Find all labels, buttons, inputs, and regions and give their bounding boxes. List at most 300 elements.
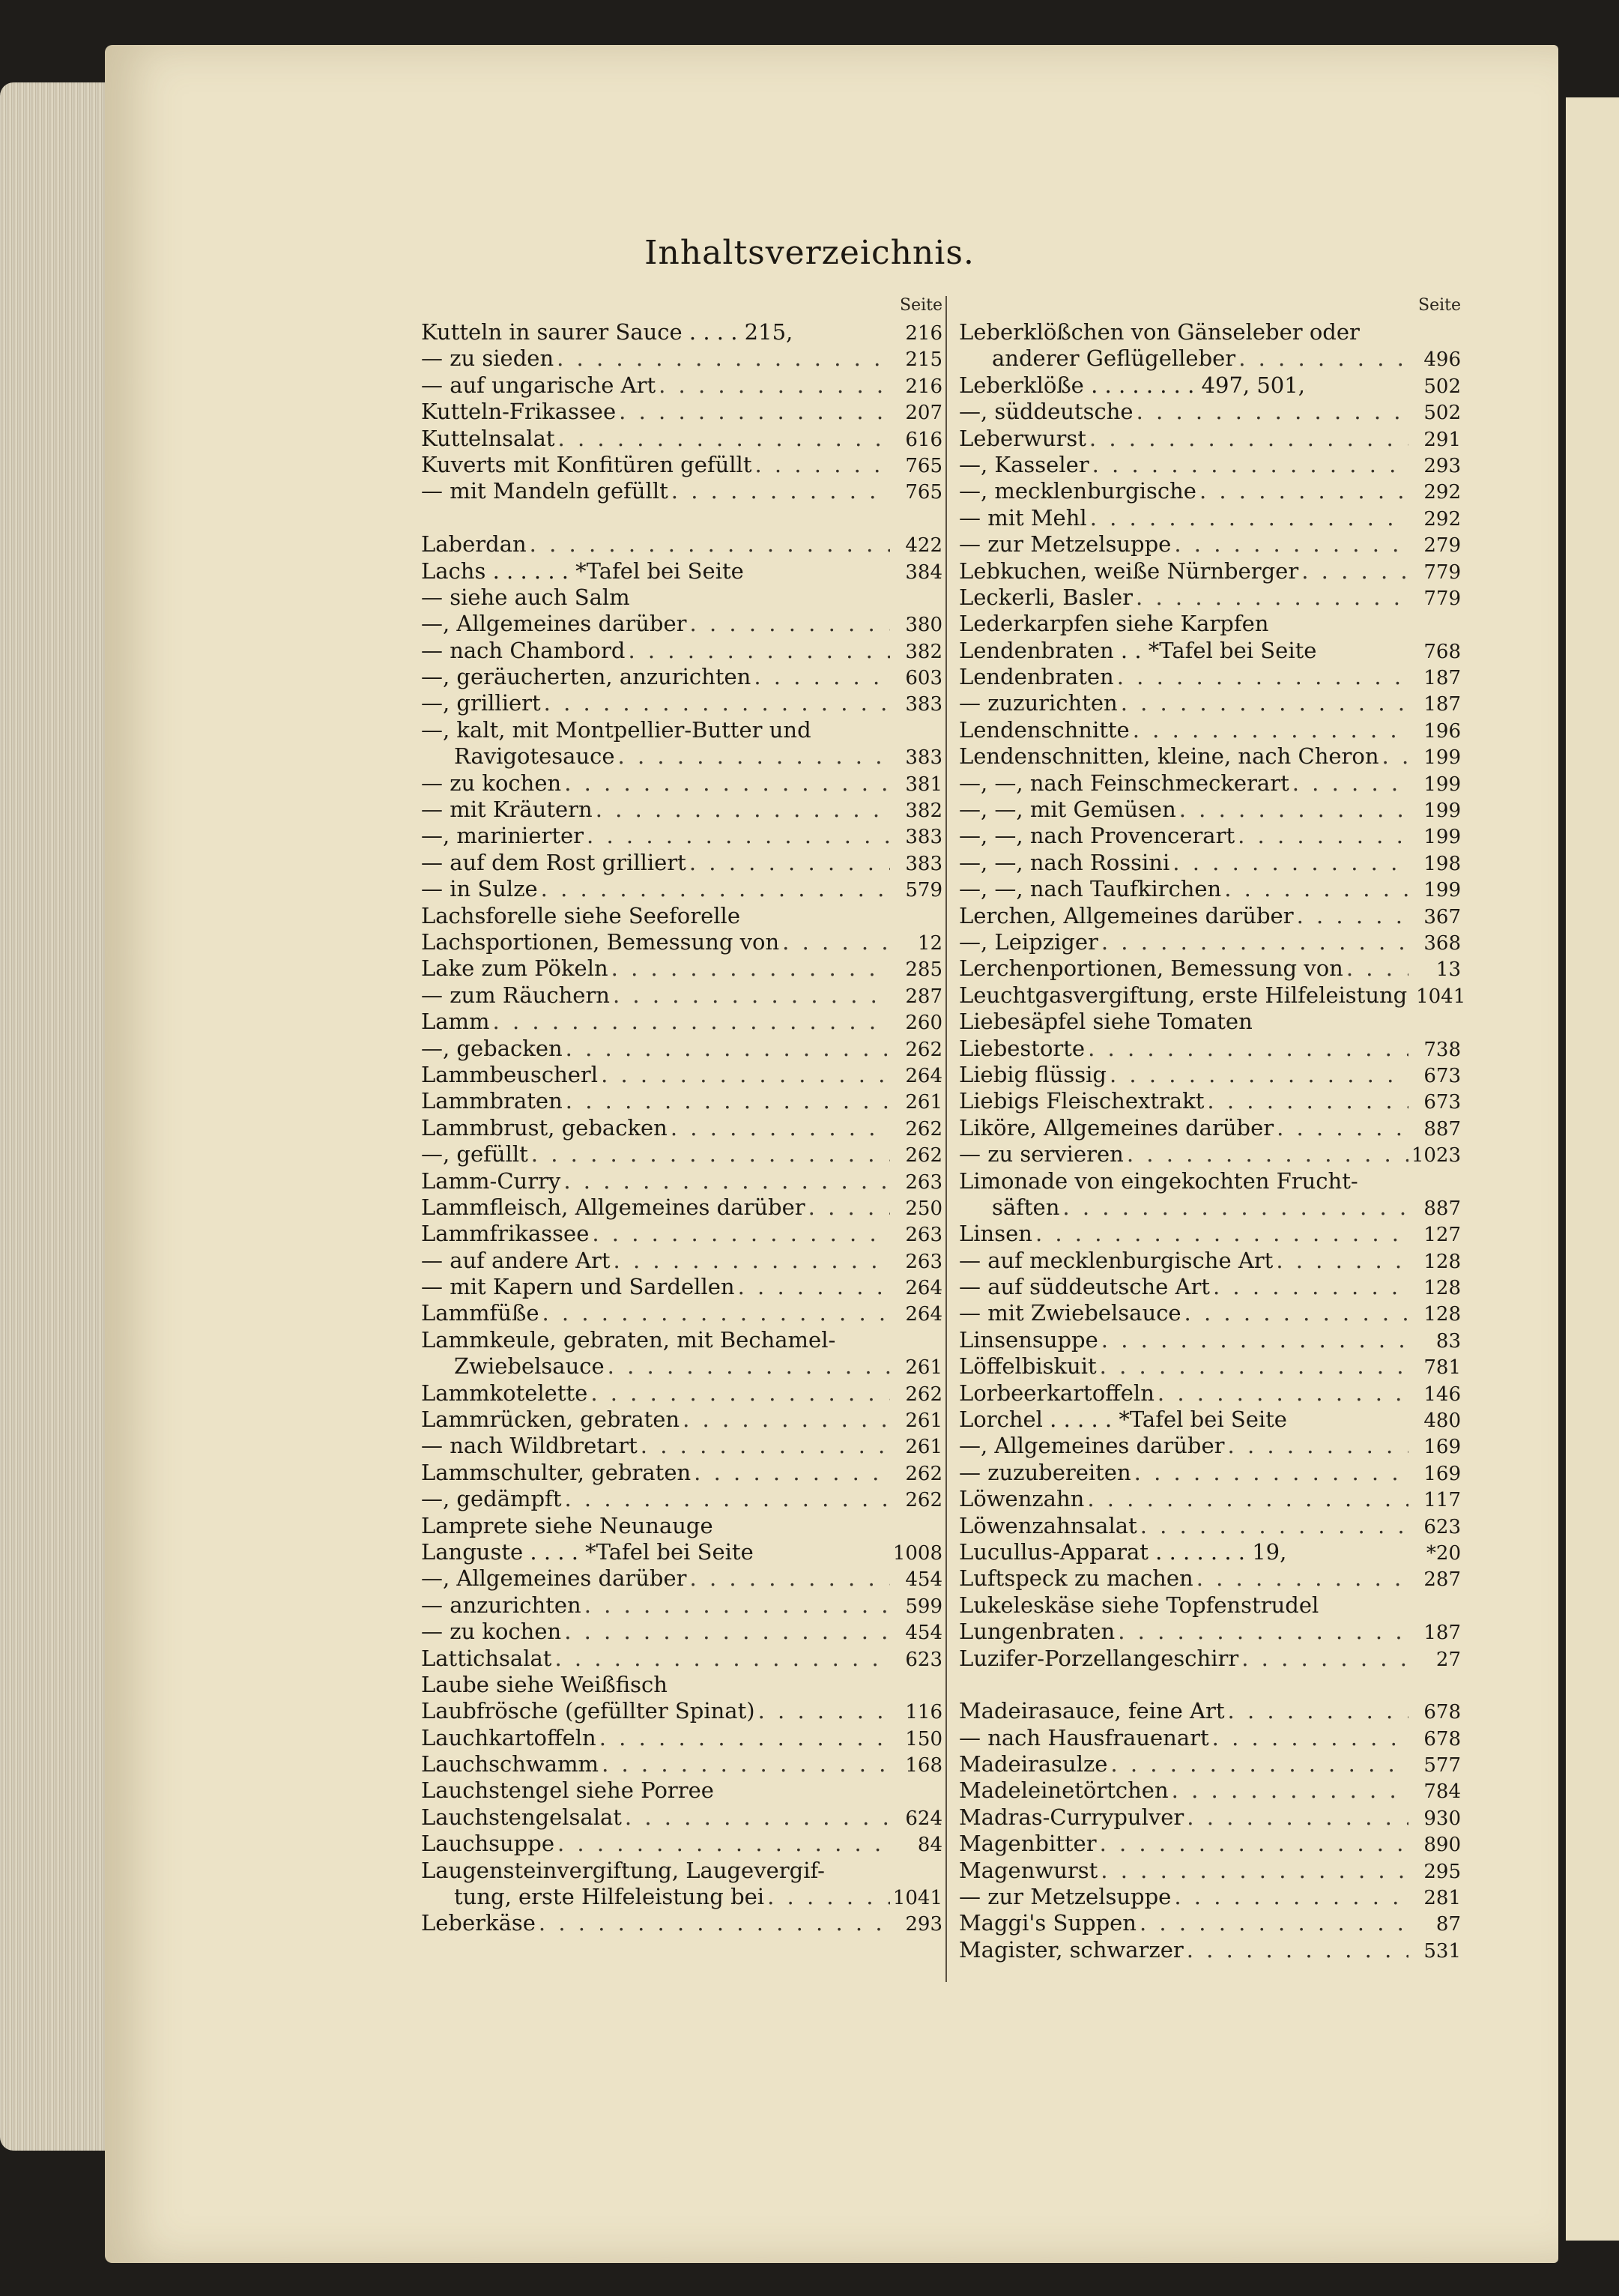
index-entry bbox=[421, 345, 942, 372]
entry-page-number: 781 bbox=[1423, 1356, 1461, 1380]
index-entry bbox=[959, 345, 1461, 372]
entry-page-number: *20 bbox=[1426, 1541, 1461, 1565]
index-entry bbox=[959, 1460, 1461, 1486]
index-entry bbox=[421, 1672, 942, 1698]
dot-leader bbox=[1298, 558, 1408, 584]
entry-text: —, —, nach Taufkirchen bbox=[959, 876, 1222, 902]
index-entry bbox=[959, 743, 1461, 770]
index-entry bbox=[959, 664, 1461, 690]
entry-page-number: 383 bbox=[905, 693, 942, 716]
entry-page-number: 673 bbox=[1423, 1064, 1461, 1087]
entry-page-number: 87 bbox=[1435, 1913, 1461, 1936]
index-entry bbox=[421, 531, 942, 558]
entry-page-number: 262 bbox=[905, 1144, 942, 1167]
entry-page-number: 250 bbox=[905, 1197, 942, 1220]
entry-page-number: 261 bbox=[905, 1410, 942, 1433]
entry-text: —, geräucherten, anzurichten bbox=[421, 664, 751, 690]
entry-text: Limonade von eingekochten Frucht- bbox=[959, 1167, 1358, 1194]
dot-leader bbox=[668, 478, 890, 504]
dot-leader bbox=[805, 1194, 890, 1221]
entry-text: —, gedämpft bbox=[421, 1486, 562, 1512]
entry-page-number: 384 bbox=[905, 561, 942, 584]
dot-leader bbox=[1176, 797, 1408, 823]
dot-leader bbox=[539, 1300, 891, 1326]
dot-leader bbox=[1098, 1327, 1408, 1353]
entry-page-number: 599 bbox=[905, 1595, 942, 1618]
dot-leader bbox=[1181, 1300, 1408, 1326]
entry-page-number: 12 bbox=[917, 931, 942, 955]
entry-page-number: 216 bbox=[905, 322, 942, 345]
index-entry bbox=[959, 903, 1461, 929]
entry-text: Lammbrust, gebacken bbox=[421, 1114, 668, 1141]
entry-text: Lammbeuscherl bbox=[421, 1061, 599, 1087]
entry-text: — auf dem Rost grilliert bbox=[421, 849, 686, 875]
entry-text: Maggi's Suppen bbox=[959, 1910, 1137, 1936]
dot-leader bbox=[490, 1009, 890, 1035]
index-entry bbox=[959, 1194, 1461, 1221]
entry-page-number: 295 bbox=[1423, 1860, 1461, 1883]
entry-text: —, kalt, mit Montpellier-Butter und bbox=[421, 716, 811, 743]
entry-text: — zu servieren bbox=[959, 1141, 1124, 1167]
index-entry bbox=[959, 1115, 1461, 1141]
entry-text: tung, erste Hilfeleistung bei bbox=[454, 1884, 765, 1910]
entry-page-number: 199 bbox=[1423, 746, 1461, 770]
index-entry bbox=[959, 1565, 1461, 1592]
index-entry bbox=[959, 955, 1461, 982]
entry-text: Lammkotelette bbox=[421, 1380, 588, 1406]
entry-text: Ravigotesauce bbox=[454, 743, 615, 770]
entry-page-number: 196 bbox=[1423, 719, 1461, 743]
entry-page-number: 199 bbox=[1423, 800, 1461, 823]
index-entry bbox=[421, 1221, 942, 1247]
dot-leader bbox=[1059, 1194, 1408, 1221]
entry-text: Lendenbraten bbox=[959, 664, 1114, 690]
dot-leader bbox=[755, 1698, 890, 1724]
dot-leader bbox=[1221, 876, 1408, 902]
dot-leader bbox=[1130, 717, 1408, 743]
dot-leader bbox=[587, 1380, 890, 1407]
entry-page-number: 261 bbox=[905, 1091, 942, 1114]
index-entry bbox=[421, 452, 942, 478]
entry-text: Madeirasulze bbox=[959, 1751, 1108, 1777]
index-entry bbox=[959, 1407, 1461, 1433]
dot-leader bbox=[528, 1141, 890, 1167]
entry-page-number: 187 bbox=[1423, 693, 1461, 716]
index-column-right bbox=[959, 292, 1466, 1963]
entry-page-number: 367 bbox=[1423, 905, 1461, 928]
entry-text: — mit Zwiebelsauce bbox=[959, 1300, 1181, 1326]
index-entry bbox=[421, 558, 942, 584]
entry-text: Madras-Currypulver bbox=[959, 1804, 1184, 1830]
dot-leader bbox=[599, 1751, 890, 1777]
entry-text: Liköre, Allgemeines darüber bbox=[959, 1114, 1274, 1141]
entry-text: Zwiebelsauce bbox=[454, 1353, 605, 1380]
dot-leader bbox=[1225, 1433, 1408, 1459]
entry-text: Lammbraten bbox=[421, 1088, 563, 1114]
index-entry bbox=[421, 1115, 942, 1141]
dot-leader bbox=[751, 664, 890, 690]
entry-page-number: 128 bbox=[1423, 1303, 1461, 1326]
entry-text: Lammrücken, gebraten bbox=[421, 1407, 680, 1433]
entry-text: — mit Mehl bbox=[959, 504, 1087, 531]
index-entry bbox=[421, 1858, 942, 1884]
entry-text: Lammfleisch, Allgemeines darüber bbox=[421, 1194, 805, 1220]
entry-text: Laubfrösche (gefüllter Spinat) bbox=[421, 1698, 755, 1724]
dot-leader bbox=[1086, 426, 1408, 452]
entry-text: —, —, mit Gemüsen bbox=[959, 797, 1176, 823]
dot-leader bbox=[1184, 1804, 1408, 1831]
page-title: Inhaltsverzeichnis. bbox=[644, 234, 975, 272]
entry-page-number: 187 bbox=[1423, 667, 1461, 690]
index-entry bbox=[959, 1009, 1461, 1035]
entry-text: — nach Wildbretart bbox=[421, 1433, 638, 1459]
entry-page-number: 422 bbox=[905, 534, 942, 558]
index-entry bbox=[421, 372, 942, 399]
index-entry bbox=[421, 1460, 942, 1486]
entry-text: Lorbeerkartoffeln bbox=[959, 1380, 1155, 1406]
entry-text: —, mecklenburgische bbox=[959, 478, 1196, 504]
dot-leader bbox=[1118, 690, 1408, 716]
index-entry bbox=[959, 1353, 1461, 1380]
entry-text: Lauchschwamm bbox=[421, 1751, 599, 1777]
entry-page-number: 502 bbox=[1423, 402, 1461, 425]
entry-page-number: 216 bbox=[905, 375, 942, 398]
entry-page-number: 1008 bbox=[892, 1541, 942, 1565]
entry-gap bbox=[959, 1672, 1461, 1698]
index-entry bbox=[421, 850, 942, 876]
entry-text: Kuttelnsalat bbox=[421, 425, 555, 451]
index-entry bbox=[421, 1036, 942, 1062]
dot-leader bbox=[551, 1646, 890, 1672]
index-entry bbox=[959, 638, 1461, 664]
dot-leader bbox=[656, 372, 890, 399]
index-entry bbox=[959, 1327, 1461, 1353]
dot-leader bbox=[611, 1248, 890, 1274]
dot-leader bbox=[561, 1486, 890, 1512]
index-entry bbox=[421, 955, 942, 982]
entry-page-number: 199 bbox=[1423, 773, 1461, 796]
index-entry bbox=[959, 1777, 1461, 1804]
index-entry bbox=[421, 1327, 942, 1353]
index-entry bbox=[959, 452, 1461, 478]
index-entry bbox=[421, 743, 942, 770]
index-entry bbox=[959, 584, 1461, 611]
entry-page-number: 199 bbox=[1423, 826, 1461, 849]
dot-leader bbox=[554, 1831, 890, 1857]
index-entry bbox=[421, 1141, 942, 1167]
entry-text: Luzifer-Porzellangeschirr bbox=[959, 1645, 1239, 1671]
entry-text: —, —, nach Feinschmeckerart bbox=[959, 770, 1289, 796]
index-entry bbox=[421, 1300, 942, 1326]
dot-leader bbox=[680, 1407, 890, 1433]
entry-text: Leberwurst bbox=[959, 425, 1086, 451]
entry-text: — mit Kräutern bbox=[421, 797, 593, 823]
entry-page-number: 84 bbox=[917, 1834, 942, 1857]
entry-page-number: 603 bbox=[905, 667, 942, 690]
dot-leader bbox=[608, 955, 890, 982]
index-entry bbox=[959, 1513, 1461, 1539]
entry-page-number: 784 bbox=[1423, 1780, 1461, 1804]
dot-leader bbox=[1204, 1088, 1408, 1114]
dot-leader bbox=[536, 1910, 890, 1936]
entry-page-number: 264 bbox=[905, 1277, 942, 1300]
entry-page-number: 678 bbox=[1423, 1727, 1461, 1750]
entry-text: Magenwurst bbox=[959, 1857, 1098, 1883]
entry-text: Languste . . . . *Tafel bei Seite bbox=[421, 1538, 754, 1565]
dot-leader bbox=[751, 452, 890, 478]
entry-text: — mit Mandeln gefüllt bbox=[421, 478, 668, 504]
index-entry bbox=[959, 1141, 1461, 1167]
index-entry bbox=[959, 1858, 1461, 1884]
entry-page-number: 616 bbox=[905, 428, 942, 451]
entry-page-number: 765 bbox=[905, 481, 942, 504]
dot-leader bbox=[1184, 1937, 1408, 1963]
index-entry bbox=[421, 1619, 942, 1645]
index-entry bbox=[959, 531, 1461, 558]
entry-text: Leberklößchen von Gänseleber oder bbox=[959, 319, 1360, 345]
entry-page-number: 264 bbox=[905, 1303, 942, 1326]
entry-text: —, marinierter bbox=[421, 823, 584, 849]
entry-page-number: 381 bbox=[905, 773, 942, 796]
entry-text: Madeleinetörtchen bbox=[959, 1777, 1169, 1804]
entry-text: Kutteln in saurer Sauce . . . . 215, bbox=[421, 319, 793, 345]
entry-text: Laberdan bbox=[421, 531, 527, 558]
index-entry bbox=[421, 1274, 942, 1300]
index-entry bbox=[421, 1910, 942, 1936]
index-entry bbox=[959, 478, 1461, 504]
dot-leader bbox=[735, 1274, 890, 1300]
entry-text: Lammschulter, gebraten bbox=[421, 1459, 692, 1485]
entry-text: —, gefüllt bbox=[421, 1141, 528, 1167]
entry-text: Lamprete siehe Neunauge bbox=[421, 1512, 713, 1538]
index-entry bbox=[421, 611, 942, 637]
entry-text: Leberklöße . . . . . . . . 497, 501, bbox=[959, 372, 1305, 398]
index-entry bbox=[959, 1592, 1461, 1619]
index-entry bbox=[959, 1300, 1461, 1326]
entry-page-number: 887 bbox=[1423, 1117, 1461, 1141]
index-entry bbox=[421, 1539, 942, 1565]
entry-page-number: 293 bbox=[905, 1913, 942, 1936]
index-entry bbox=[421, 426, 942, 452]
column-divider bbox=[945, 296, 947, 1982]
entry-text: Liebestorte bbox=[959, 1035, 1086, 1061]
index-entry bbox=[421, 1433, 942, 1459]
entry-page-number: 198 bbox=[1423, 852, 1461, 875]
dot-leader bbox=[541, 690, 890, 716]
entry-page-number: 262 bbox=[905, 1038, 942, 1061]
entry-page-number: 779 bbox=[1423, 587, 1461, 610]
index-entry bbox=[959, 319, 1461, 345]
entry-text: —, Allgemeines darüber bbox=[959, 1433, 1225, 1459]
index-entry bbox=[959, 717, 1461, 743]
entry-text: Lendenschnitte bbox=[959, 716, 1130, 743]
entry-page-number: 765 bbox=[905, 454, 942, 477]
index-entry bbox=[421, 399, 942, 425]
index-entry bbox=[421, 1062, 942, 1088]
entry-text: — auf andere Art bbox=[421, 1247, 611, 1273]
entry-text: Lamm-Curry bbox=[421, 1167, 561, 1194]
dot-leader bbox=[1084, 1486, 1408, 1512]
entry-page-number: 287 bbox=[905, 985, 942, 1008]
entry-text: Lachsportionen, Bemessung von bbox=[421, 928, 780, 955]
index-entry bbox=[421, 478, 942, 504]
entry-page-number: 623 bbox=[1423, 1515, 1461, 1538]
entry-page-number: 293 bbox=[1423, 454, 1461, 477]
dot-leader bbox=[1196, 478, 1408, 504]
dot-leader bbox=[687, 611, 890, 637]
dot-leader bbox=[1115, 1619, 1408, 1645]
entry-page-number: 262 bbox=[905, 1489, 942, 1512]
dot-leader bbox=[605, 1353, 890, 1380]
dot-leader bbox=[1343, 955, 1408, 982]
entry-text: — zu kochen bbox=[421, 770, 562, 796]
index-entry bbox=[959, 1698, 1461, 1724]
dot-leader bbox=[1097, 1831, 1408, 1857]
entry-text: säften bbox=[992, 1194, 1060, 1220]
entry-text: Löwenzahn bbox=[959, 1486, 1085, 1512]
entry-page-number: 127 bbox=[1423, 1224, 1461, 1247]
index-entry bbox=[421, 1698, 942, 1724]
entry-text: — zur Metzelsuppe bbox=[959, 1884, 1172, 1910]
entry-text: Löffelbiskuit bbox=[959, 1353, 1097, 1380]
index-entry bbox=[421, 903, 942, 929]
entry-page-number: 454 bbox=[905, 1622, 942, 1645]
dot-leader bbox=[1133, 584, 1408, 611]
entry-page-number: 1041 bbox=[1416, 985, 1466, 1008]
dot-leader bbox=[764, 1884, 890, 1910]
entry-page-number: 260 bbox=[905, 1012, 942, 1035]
dot-leader bbox=[1155, 1380, 1408, 1407]
entry-text: Laugensteinvergiftung, Laugevergif- bbox=[421, 1857, 825, 1883]
dot-leader bbox=[1134, 399, 1408, 425]
entry-text: — anzurichten bbox=[421, 1592, 581, 1618]
index-entry bbox=[959, 850, 1461, 876]
entry-page-number: 128 bbox=[1423, 1250, 1461, 1273]
entry-text: Magister, schwarzer bbox=[959, 1936, 1184, 1963]
entry-page-number: 768 bbox=[1423, 640, 1461, 663]
entry-page-number: 207 bbox=[905, 402, 942, 425]
entry-page-number: 261 bbox=[905, 1436, 942, 1459]
index-entry bbox=[421, 1884, 942, 1910]
index-entry bbox=[421, 876, 942, 902]
entry-text: — zu kochen bbox=[421, 1619, 562, 1645]
dot-leader bbox=[1131, 1460, 1408, 1486]
index-entry bbox=[421, 982, 942, 1009]
entry-text: — auf süddeutsche Art bbox=[959, 1274, 1210, 1300]
dot-leader bbox=[1169, 1777, 1408, 1804]
entry-page-number: 380 bbox=[905, 614, 942, 637]
dot-leader bbox=[1085, 1036, 1408, 1062]
entry-text: Lauchsuppe bbox=[421, 1831, 554, 1857]
dot-leader bbox=[625, 638, 890, 664]
entry-page-number: 117 bbox=[1423, 1489, 1461, 1512]
entry-page-number: 262 bbox=[905, 1383, 942, 1406]
dot-leader bbox=[1124, 1141, 1408, 1167]
entry-text: — mit Kapern und Sardellen bbox=[421, 1274, 735, 1300]
dot-leader bbox=[1238, 1646, 1408, 1672]
entry-text: —, Kasseler bbox=[959, 451, 1089, 477]
dot-leader bbox=[1114, 664, 1408, 690]
entry-text: —, Allgemeines darüber bbox=[421, 611, 687, 637]
entry-text: Liebig flüssig bbox=[959, 1061, 1107, 1087]
dot-leader bbox=[1209, 1725, 1408, 1751]
entry-text: Magenbitter bbox=[959, 1831, 1097, 1857]
entry-text: Lukeleskäse siehe Topfenstrudel bbox=[959, 1592, 1319, 1618]
dot-leader bbox=[1171, 1884, 1408, 1910]
entry-text: —, —, nach Provencerart bbox=[959, 823, 1235, 849]
index-entry bbox=[421, 823, 942, 849]
entry-text: Leberkäse bbox=[421, 1910, 536, 1936]
dot-leader bbox=[1137, 1513, 1408, 1539]
index-entry bbox=[421, 1725, 942, 1751]
index-entry bbox=[959, 1380, 1461, 1407]
dot-leader bbox=[1235, 823, 1408, 849]
entry-page-number: 13 bbox=[1435, 958, 1461, 982]
dot-leader bbox=[563, 1088, 890, 1114]
entry-page-number: 579 bbox=[905, 879, 942, 902]
index-entry bbox=[421, 1777, 942, 1804]
entry-page-number: 292 bbox=[1423, 481, 1461, 504]
dot-leader bbox=[584, 823, 890, 849]
dot-leader bbox=[1107, 1062, 1408, 1088]
entry-page-number: 215 bbox=[905, 348, 942, 372]
dot-leader bbox=[1107, 1751, 1408, 1777]
entry-text: Kuverts mit Konfitüren gefüllt bbox=[421, 451, 752, 477]
index-entry bbox=[959, 1433, 1461, 1459]
entry-text: —, süddeutsche bbox=[959, 399, 1134, 425]
index-entry bbox=[959, 876, 1461, 902]
index-entry bbox=[421, 319, 942, 345]
entry-page-number: 128 bbox=[1423, 1277, 1461, 1300]
index-entry bbox=[959, 1168, 1461, 1194]
entry-text: Luftspeck zu machen bbox=[959, 1565, 1193, 1592]
dot-leader bbox=[538, 876, 890, 902]
entry-text: Lorchel . . . . . *Tafel bei Seite bbox=[959, 1407, 1287, 1433]
entry-page-number: 623 bbox=[905, 1648, 942, 1671]
entry-text: — zum Räuchern bbox=[421, 982, 610, 1008]
entry-text: Lammfrikassee bbox=[421, 1221, 590, 1247]
entry-text: Lerchenportionen, Bemessung von bbox=[959, 955, 1343, 982]
dot-leader bbox=[1193, 1565, 1408, 1592]
entry-page-number: 285 bbox=[905, 958, 942, 982]
entry-page-number: 383 bbox=[905, 852, 942, 875]
entry-page-number: 480 bbox=[1423, 1410, 1461, 1433]
entry-page-number: 263 bbox=[905, 1224, 942, 1247]
index-entry bbox=[421, 1486, 942, 1512]
index-entry bbox=[959, 929, 1461, 955]
dot-leader bbox=[598, 1062, 890, 1088]
entry-text: Lachs . . . . . . *Tafel bei Seite bbox=[421, 558, 744, 584]
entry-page-number: 263 bbox=[905, 1250, 942, 1273]
entry-page-number: 150 bbox=[905, 1727, 942, 1750]
entry-text: Linsensuppe bbox=[959, 1326, 1098, 1353]
entry-page-number: 890 bbox=[1423, 1834, 1461, 1857]
index-entry bbox=[959, 1910, 1461, 1936]
entry-text: Lake zum Pökeln bbox=[421, 955, 608, 982]
entry-text: Liebesäpfel siehe Tomaten bbox=[959, 1009, 1253, 1035]
dot-leader bbox=[581, 1592, 890, 1619]
index-entry bbox=[959, 611, 1461, 637]
entry-page-number: 287 bbox=[1423, 1568, 1461, 1592]
index-entry bbox=[959, 1062, 1461, 1088]
entry-page-number: 263 bbox=[905, 1170, 942, 1194]
entry-text: Kutteln-Frikassee bbox=[421, 399, 617, 425]
index-entry bbox=[421, 1407, 942, 1433]
entry-text: Lendenschnitten, kleine, nach Cheron bbox=[959, 743, 1379, 770]
entry-page-number: 281 bbox=[1423, 1887, 1461, 1910]
dot-leader bbox=[615, 743, 890, 770]
dot-leader bbox=[638, 1433, 890, 1459]
